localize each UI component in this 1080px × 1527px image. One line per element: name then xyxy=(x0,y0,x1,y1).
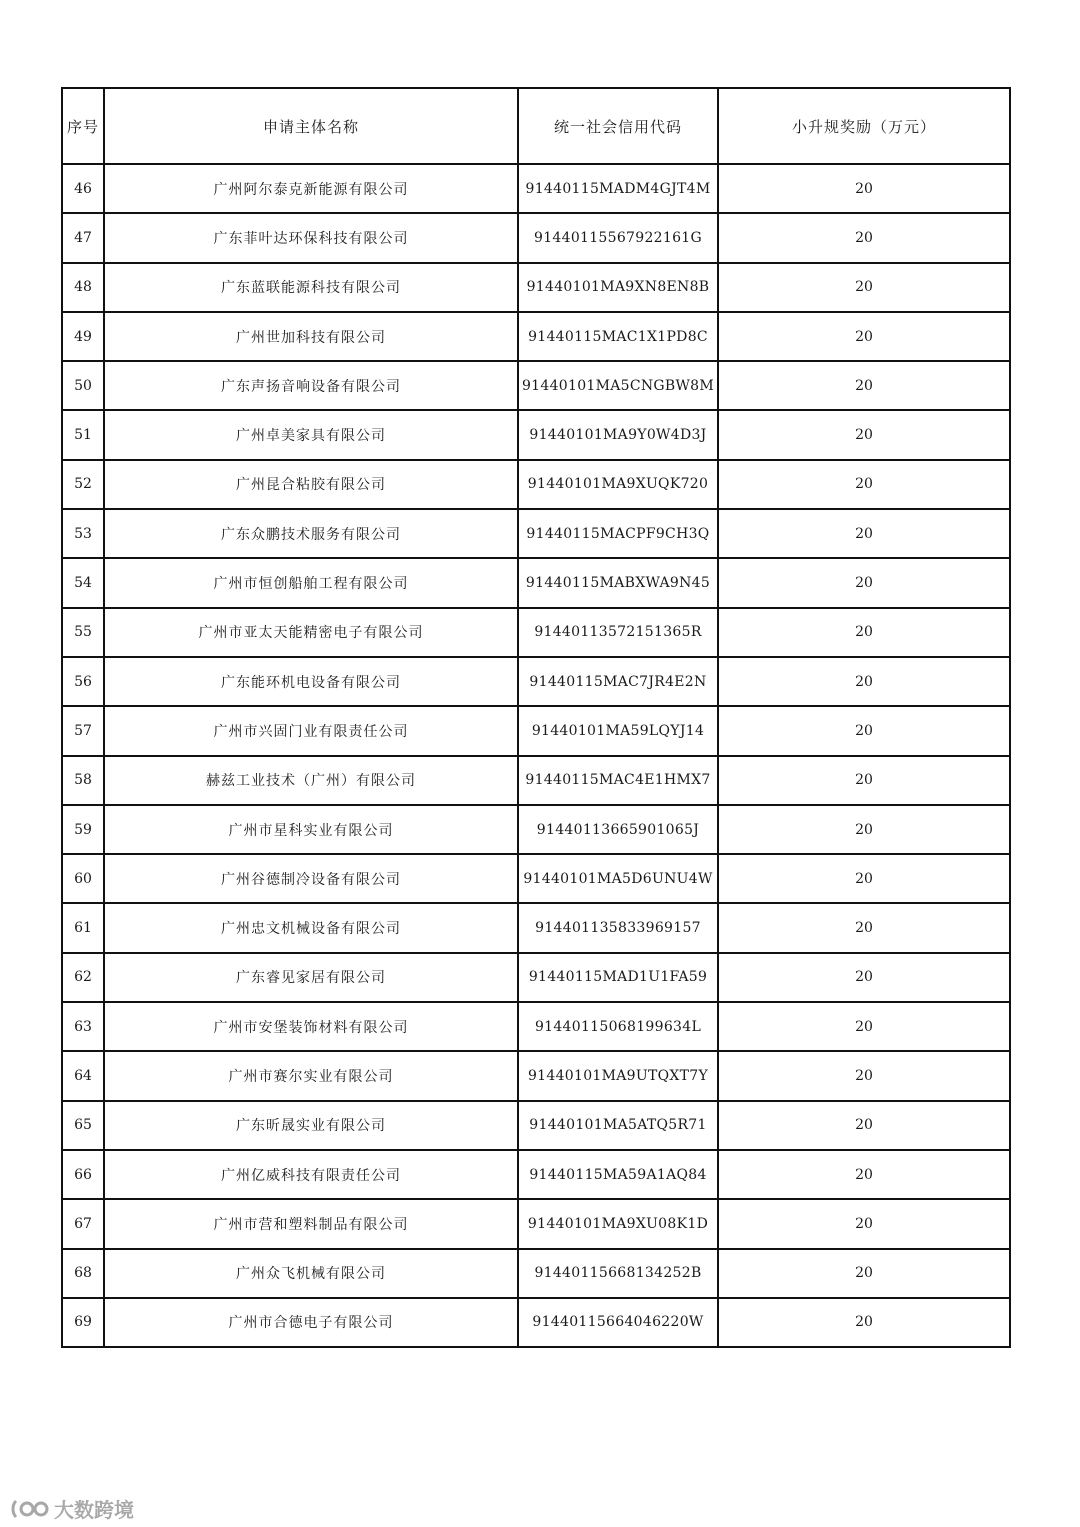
cell-award: 20 xyxy=(718,756,1010,805)
award-table xyxy=(61,87,1011,1348)
cell-award: 20 xyxy=(718,263,1010,312)
cell-award: 20 xyxy=(718,657,1010,706)
cell-name: 广州众飞机械有限公司 xyxy=(104,1249,518,1298)
cell-code: 91440115668134252B xyxy=(518,1249,718,1298)
table-row xyxy=(62,1249,1010,1298)
cell-name: 赫兹工业技术（广州）有限公司 xyxy=(104,756,518,805)
table-row xyxy=(62,903,1010,952)
table-body xyxy=(62,164,1010,1347)
cell-name: 广州阿尔泰克新能源有限公司 xyxy=(104,164,518,213)
cell-code: 91440115567922161G xyxy=(518,213,718,262)
table-row xyxy=(62,410,1010,459)
cell-index: 67 xyxy=(62,1199,104,1248)
cell-code: 91440113572151365R xyxy=(518,608,718,657)
cell-award: 20 xyxy=(718,854,1010,903)
cell-code: 914401135833969157 xyxy=(518,903,718,952)
table-row xyxy=(62,558,1010,607)
cell-code: 91440101MA9UTQXT7Y xyxy=(518,1051,718,1100)
cell-index: 65 xyxy=(62,1101,104,1150)
cell-award: 20 xyxy=(718,1298,1010,1347)
header-award-amount: 小升规奖励（万元） xyxy=(718,88,1010,164)
table-row xyxy=(62,460,1010,509)
cell-index: 57 xyxy=(62,706,104,755)
cell-index: 64 xyxy=(62,1051,104,1100)
cell-name: 广东声扬音响设备有限公司 xyxy=(104,361,518,410)
cell-index: 66 xyxy=(62,1150,104,1199)
cell-code: 91440101MA9XU08K1D xyxy=(518,1199,718,1248)
cell-code: 91440101MA5D6UNU4W xyxy=(518,854,718,903)
cell-award: 20 xyxy=(718,509,1010,558)
cell-award: 20 xyxy=(718,558,1010,607)
cell-name: 广东蓝联能源科技有限公司 xyxy=(104,263,518,312)
cell-name: 广州亿威科技有限责任公司 xyxy=(104,1150,518,1199)
table-row xyxy=(62,361,1010,410)
cell-code: 91440115MAC1X1PD8C xyxy=(518,312,718,361)
cell-index: 62 xyxy=(62,953,104,1002)
cell-index: 59 xyxy=(62,805,104,854)
cell-index: 46 xyxy=(62,164,104,213)
cell-name: 广州市恒创船舶工程有限公司 xyxy=(104,558,518,607)
cell-code: 91440115MAC7JR4E2N xyxy=(518,657,718,706)
cell-index: 60 xyxy=(62,854,104,903)
cell-index: 50 xyxy=(62,361,104,410)
cell-name: 广州忠文机械设备有限公司 xyxy=(104,903,518,952)
watermark-text: 大数跨境 xyxy=(54,1498,134,1522)
header-company-name: 申请主体名称 xyxy=(104,88,518,164)
cell-code: 91440115MADM4GJT4M xyxy=(518,164,718,213)
table-row xyxy=(62,1298,1010,1347)
cell-award: 20 xyxy=(718,805,1010,854)
cell-code: 91440115MAD1U1FA59 xyxy=(518,953,718,1002)
table-row xyxy=(62,1150,1010,1199)
table-row xyxy=(62,164,1010,213)
cell-index: 55 xyxy=(62,608,104,657)
cell-award: 20 xyxy=(718,1101,1010,1150)
cell-award: 20 xyxy=(718,1051,1010,1100)
cell-name: 广州市合德电子有限公司 xyxy=(104,1298,518,1347)
cell-index: 49 xyxy=(62,312,104,361)
cell-name: 广州世加科技有限公司 xyxy=(104,312,518,361)
cell-award: 20 xyxy=(718,706,1010,755)
cell-code: 91440113665901065J xyxy=(518,805,718,854)
cell-award: 20 xyxy=(718,213,1010,262)
table-row xyxy=(62,805,1010,854)
cell-award: 20 xyxy=(718,1002,1010,1051)
cell-award: 20 xyxy=(718,164,1010,213)
cell-award: 20 xyxy=(718,410,1010,459)
cell-award: 20 xyxy=(718,608,1010,657)
document-sheet xyxy=(61,87,1009,1348)
brand-logo-icon xyxy=(10,1497,50,1521)
cell-code: 91440115MA59A1AQ84 xyxy=(518,1150,718,1199)
cell-code: 91440115MABXWA9N45 xyxy=(518,558,718,607)
header-row xyxy=(62,88,1010,164)
cell-award: 20 xyxy=(718,312,1010,361)
cell-index: 68 xyxy=(62,1249,104,1298)
cell-index: 58 xyxy=(62,756,104,805)
cell-name: 广州卓美家具有限公司 xyxy=(104,410,518,459)
cell-name: 广东众鹏技术服务有限公司 xyxy=(104,509,518,558)
cell-award: 20 xyxy=(718,1150,1010,1199)
cell-index: 47 xyxy=(62,213,104,262)
cell-name: 广东菲叶达环保科技有限公司 xyxy=(104,213,518,262)
cell-code: 91440101MA9XN8EN8B xyxy=(518,263,718,312)
table-row xyxy=(62,1199,1010,1248)
cell-name: 广州市亚太天能精密电子有限公司 xyxy=(104,608,518,657)
table-row xyxy=(62,953,1010,1002)
cell-index: 52 xyxy=(62,460,104,509)
table-row xyxy=(62,706,1010,755)
cell-index: 61 xyxy=(62,903,104,952)
table-row xyxy=(62,1051,1010,1100)
watermark xyxy=(10,1494,134,1523)
table-row xyxy=(62,657,1010,706)
cell-code: 91440101MA5CNGBW8M xyxy=(518,361,718,410)
cell-code: 91440115MACPF9CH3Q xyxy=(518,509,718,558)
header-index: 序号 xyxy=(62,88,104,164)
table-row xyxy=(62,312,1010,361)
cell-name: 广州市赛尔实业有限公司 xyxy=(104,1051,518,1100)
cell-name: 广州市营和塑料制品有限公司 xyxy=(104,1199,518,1248)
cell-award: 20 xyxy=(718,460,1010,509)
cell-index: 48 xyxy=(62,263,104,312)
table-row xyxy=(62,509,1010,558)
cell-index: 54 xyxy=(62,558,104,607)
table-row xyxy=(62,1002,1010,1051)
table-row xyxy=(62,213,1010,262)
cell-name: 广东能环机电设备有限公司 xyxy=(104,657,518,706)
cell-code: 91440101MA9Y0W4D3J xyxy=(518,410,718,459)
cell-code: 91440101MA5ATQ5R71 xyxy=(518,1101,718,1150)
cell-code: 91440115MAC4E1HMX7 xyxy=(518,756,718,805)
cell-award: 20 xyxy=(718,903,1010,952)
cell-name: 广州市兴固门业有限责任公司 xyxy=(104,706,518,755)
cell-award: 20 xyxy=(718,361,1010,410)
table-row xyxy=(62,854,1010,903)
cell-index: 56 xyxy=(62,657,104,706)
cell-index: 63 xyxy=(62,1002,104,1051)
table-row xyxy=(62,263,1010,312)
cell-award: 20 xyxy=(718,1199,1010,1248)
cell-name: 广州市星科实业有限公司 xyxy=(104,805,518,854)
cell-award: 20 xyxy=(718,953,1010,1002)
cell-index: 53 xyxy=(62,509,104,558)
cell-name: 广州昆合粘胶有限公司 xyxy=(104,460,518,509)
cell-name: 广州市安堡装饰材料有限公司 xyxy=(104,1002,518,1051)
cell-code: 91440115664046220W xyxy=(518,1298,718,1347)
cell-name: 广州谷德制冷设备有限公司 xyxy=(104,854,518,903)
cell-award: 20 xyxy=(718,1249,1010,1298)
cell-index: 69 xyxy=(62,1298,104,1347)
cell-code: 91440101MA9XUQK720 xyxy=(518,460,718,509)
table-row xyxy=(62,608,1010,657)
cell-index: 51 xyxy=(62,410,104,459)
table-header xyxy=(62,88,1010,164)
table-row xyxy=(62,756,1010,805)
cell-code: 91440115068199634L xyxy=(518,1002,718,1051)
cell-code: 91440101MA59LQYJ14 xyxy=(518,706,718,755)
header-credit-code: 统一社会信用代码 xyxy=(518,88,718,164)
table-row xyxy=(62,1101,1010,1150)
cell-name: 广东昕晟实业有限公司 xyxy=(104,1101,518,1150)
cell-name: 广东睿见家居有限公司 xyxy=(104,953,518,1002)
